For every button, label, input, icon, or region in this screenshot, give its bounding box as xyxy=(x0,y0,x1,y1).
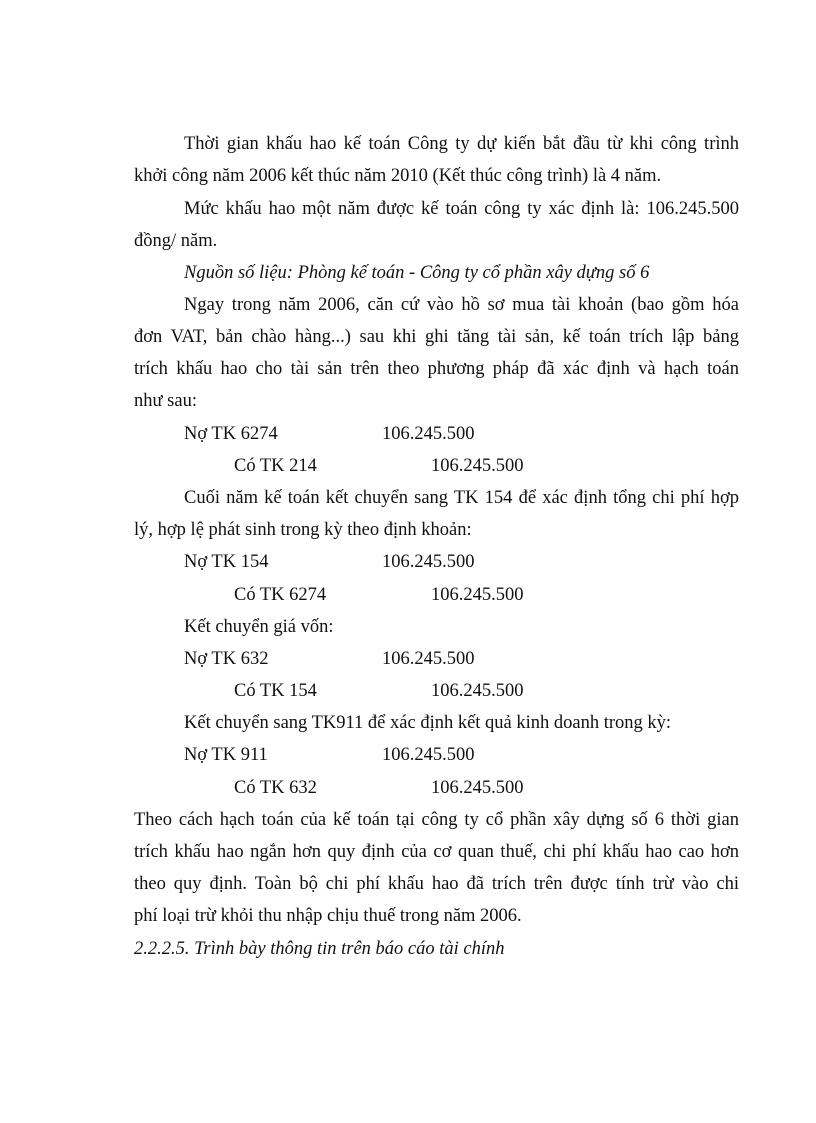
paragraph-5-line-3: theo quy định. Toàn bộ chi phí khấu hao đã trích trên được tính trừ vào chi xyxy=(134,874,739,894)
entry-4-debit-label: Nợ TK 911 xyxy=(184,745,268,765)
entry-1-debit-amount: 106.245.500 xyxy=(382,424,475,444)
cost-transfer-heading: Kết chuyển giá vốn: xyxy=(184,617,334,637)
paragraph-4-line-1: Cuối năm kế toán kết chuyển sang TK 154 để xác định tổng chi phí hợp xyxy=(184,488,739,508)
paragraph-3-line-4: như sau: xyxy=(134,391,197,411)
entry-4-credit-amount: 106.245.500 xyxy=(431,778,524,798)
entry-1-credit-amount: 106.245.500 xyxy=(431,456,524,476)
entry-2-debit-amount: 106.245.500 xyxy=(382,552,475,572)
entry-4-debit-amount: 106.245.500 xyxy=(382,745,475,765)
entry-2-debit-label: Nợ TK 154 xyxy=(184,552,269,572)
paragraph-3-line-3: trích khấu hao cho tài sản trên theo phương pháp đã xác định và hạch toán xyxy=(134,359,739,379)
paragraph-2-line-2: đồng/ năm. xyxy=(134,231,218,251)
entry-1-debit-label: Nợ TK 6274 xyxy=(184,424,278,444)
paragraph-3-line-1: Ngay trong năm 2006, căn cứ vào hồ sơ mua tài khoản (bao gồm hóa xyxy=(184,295,739,315)
paragraph-1-line-1: Thời gian khấu hao kế toán Công ty dự kiến bắt đầu từ khi công trình xyxy=(184,134,739,154)
paragraph-5-line-4: phí loại trừ khỏi thu nhập chịu thuế trong năm 2006. xyxy=(134,906,522,926)
entry-3-credit-label: Có TK 154 xyxy=(234,681,317,701)
entry-3-credit-amount: 106.245.500 xyxy=(431,681,524,701)
paragraph-2-line-1: Mức khấu hao một năm được kế toán công ty xác định là: 106.245.500 xyxy=(184,199,739,219)
source-note: Nguồn số liệu: Phòng kế toán - Công ty cổ phần xây dựng số 6 xyxy=(184,263,650,283)
section-heading: 2.2.2.5. Trình bày thông tin trên báo cáo tài chính xyxy=(134,939,505,959)
entry-4-credit-label: Có TK 632 xyxy=(234,778,317,798)
entry-2-credit-label: Có TK 6274 xyxy=(234,585,327,605)
paragraph-5-line-2: trích khấu hao ngắn hơn quy định của cơ quan thuế, chi phí khấu hao cao hơn xyxy=(134,842,739,862)
paragraph-3-line-2: đơn VAT, bản chào hàng...) sau khi ghi tăng tài sản, kế toán trích lập bảng xyxy=(134,327,739,347)
entry-3-debit-amount: 106.245.500 xyxy=(382,649,475,669)
paragraph-4-line-2: lý, hợp lệ phát sinh trong kỳ theo định khoản: xyxy=(134,520,472,540)
paragraph-1-line-2: khởi công năm 2006 kết thúc năm 2010 (Kết thúc công trình) là 4 năm. xyxy=(134,166,662,186)
result-transfer-heading: Kết chuyển sang TK911 để xác định kết quả kinh doanh trong kỳ: xyxy=(184,713,672,733)
paragraph-5-line-1: Theo cách hạch toán của kế toán tại công ty cổ phần xây dựng số 6 thời gian xyxy=(134,810,739,830)
entry-1-credit-label: Có TK 214 xyxy=(234,456,317,476)
entry-3-debit-label: Nợ TK 632 xyxy=(184,649,269,669)
entry-2-credit-amount: 106.245.500 xyxy=(431,585,524,605)
